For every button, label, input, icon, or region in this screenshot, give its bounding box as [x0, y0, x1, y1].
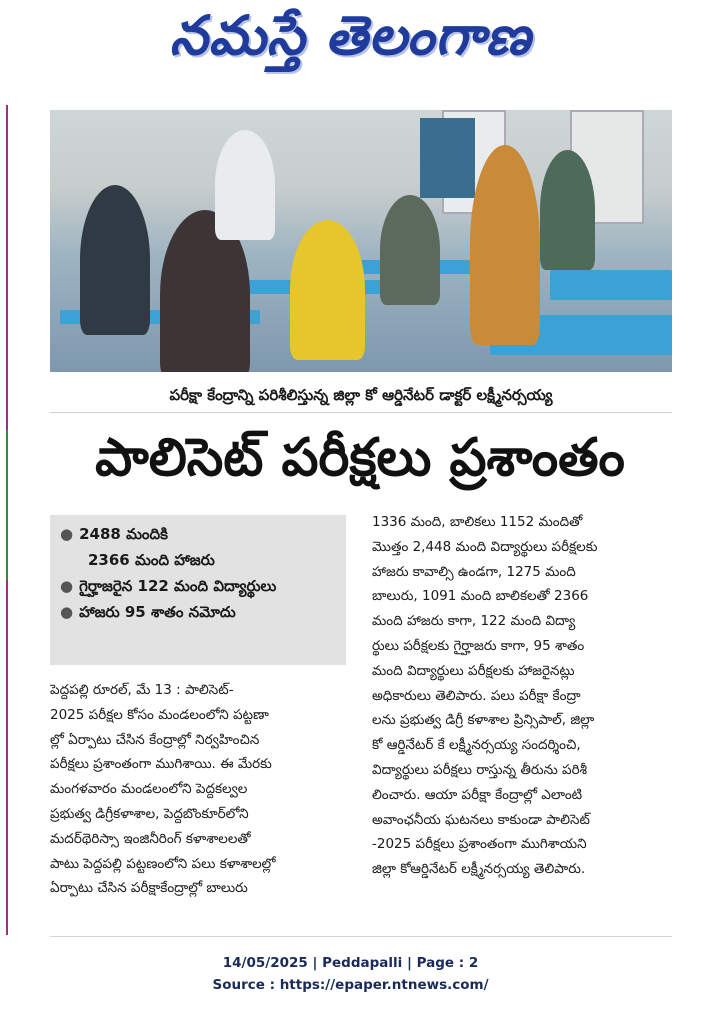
news-photo — [50, 110, 672, 372]
footer-date-line: 14/05/2025 | Peddapalli | Page : 2 — [222, 955, 479, 971]
body-line: మంది హాజరు కాగా, 122 మంది విద్యా — [372, 613, 576, 630]
body-line: మదర్‌థెరిస్సా ఇంజినీరింగ్ కళాశాలలతో — [50, 830, 251, 847]
highlight-item: 2366 మంది హాజరు — [88, 551, 215, 569]
body-line: పాటు పెద్దపల్లి పట్టణంలోని పలు కళాశాలల్లో — [50, 855, 276, 872]
photo-person — [80, 185, 150, 335]
highlights-box — [50, 515, 346, 665]
highlight-item: ● గైర్హాజరైన 122 మంది విద్యార్థులు — [60, 577, 277, 595]
body-line: బాలురు, 1091 మంది బాలికలతో 2366 — [372, 588, 589, 605]
footer-divider — [50, 936, 672, 937]
body-line: హాజరు కావాల్సి ఉండగా, 1275 మంది — [372, 563, 576, 580]
photo-desk — [550, 270, 672, 300]
body-line: లించారు. ఆయా పరీక్షా కేంద్రాల్లో ఎలాంటి — [372, 786, 583, 803]
body-line: మంగళవారం మండలంలోని పెద్దకల్వల — [50, 781, 248, 798]
page-footer — [0, 952, 701, 996]
body-line: మొత్తం 2,448 మంది విద్యార్థులు పరీక్షలకు — [372, 538, 598, 555]
body-line: కో ఆర్డినేటర్ కే లక్ష్మీనర్సయ్య సందర్శించి, — [372, 737, 581, 754]
body-line: -2025 పరీక్షలు ప్రశాంతంగా ముగిశాయని — [372, 836, 587, 853]
article-column-right — [372, 510, 678, 882]
highlight-item: ● హాజరు 95 శాతం నమోదు — [60, 603, 236, 621]
body-line: 2025 పరీక్షల కోసం మండలంలోని పట్టణా — [50, 706, 269, 723]
body-line: ల్లో ఏర్పాటు చేసిన కేంద్రాల్లో నిర్వహించిన — [50, 731, 260, 748]
photo-person — [290, 220, 365, 360]
photo-person — [540, 150, 595, 270]
photo-door — [420, 118, 475, 198]
body-line: ఏర్పాటు చేసిన పరీక్షాకేంద్రాల్లో బాలురు — [50, 880, 248, 897]
page-border-accent — [6, 430, 8, 580]
body-line: పెద్దపల్లి రూరల్, మే 13 : పాలిసెట్- — [50, 682, 234, 698]
body-line: ప్రభుత్వ డిగ్రీకళాశాల, పెద్దబొంకూర్‌లోని — [50, 805, 249, 822]
body-line: విద్యార్థులు పరీక్షలు రాస్తున్న తీరును పరిశీ — [372, 761, 588, 778]
footer-source-link[interactable]: Source : https://epaper.ntnews.com/ — [212, 977, 489, 993]
photo-person — [380, 195, 440, 305]
article-headline: పాలిసెట్ పరీక్షలు ప్రశాంతం — [95, 428, 625, 488]
highlight-item: ● 2488 మందికి — [60, 525, 168, 543]
body-line: పరీక్షలు ప్రశాంతంగా ముగిశాయి. ఈ మేరకు — [50, 756, 272, 773]
body-line: ర్థులు పరీక్షలకు గైర్హాజరు కాగా, 95 శాతం — [372, 637, 585, 654]
body-line: అవాంఛనీయ ఘటనలు కాకుండా పాలిసెట్ — [372, 811, 590, 828]
body-line: జిల్లా కోఆర్డినేటర్ లక్ష్మీనర్సయ్య తెలిపారు. — [372, 861, 586, 878]
photo-person — [215, 130, 275, 240]
masthead — [0, 0, 701, 100]
article-column-left — [50, 678, 350, 901]
body-line: 1336 మంది, బాలికలు 1152 మందితో — [372, 514, 583, 530]
photo-caption: పరీక్షా కేంద్రాన్ని పరిశీలిస్తున్న జిల్లా కో ఆర్డినేటర్ డాక్టర్ లక్ష్మీనర్సయ్య — [50, 378, 672, 413]
newspaper-logo-title: నమస్తే తెలంగాణ — [169, 4, 532, 67]
body-line: మంది విద్యార్థులు పరీక్షలకు హాజరైనట్లు — [372, 662, 575, 679]
body-line: అధికారులు తెలిపారు. పలు పరీక్షా కేంద్రా — [372, 687, 581, 704]
photo-person — [470, 145, 540, 345]
body-line: లను ప్రభుత్వ డిగ్రీ కళాశాల ప్రిన్సిపాల్, జిల్లా — [372, 712, 595, 729]
